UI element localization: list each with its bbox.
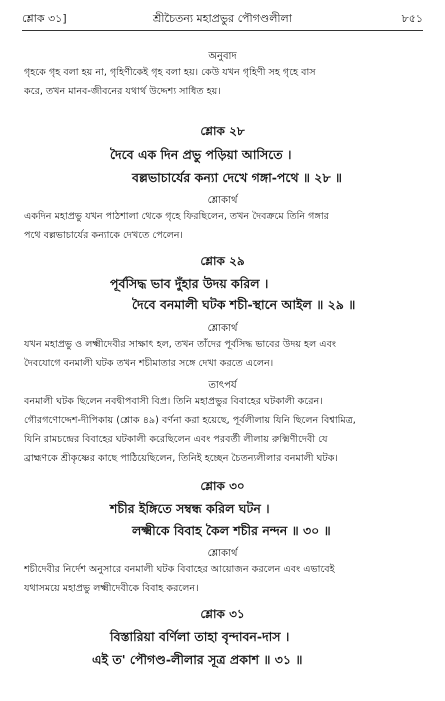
shlokartha-29-paragraph: [24, 335, 425, 373]
page-number: ৮৫১: [401, 12, 423, 25]
paragraph-line: যিনি রামচন্দ্রের বিবাহের ঘটকালী করেছিলেন এবং পরবর্তী লীলায় রুক্মিণীদেবী যে: [24, 434, 328, 445]
header-chapter-title: শ্রীচৈতন্য মহাপ্রভুর পৌগণ্ডলীলা: [153, 12, 292, 25]
translation-paragraph: [24, 63, 425, 101]
verse-31-line-1: বিস্তারিয়া বর্ণিলা তাহা বৃন্দাবন-দাস ।: [110, 629, 290, 644]
section-label-shlokartha: শ্লোকার্থ: [207, 323, 238, 334]
shlokartha-30-paragraph: [24, 560, 425, 598]
paragraph-line: করে, তখন মানব-জীবনের যথার্থ উদ্দেশ্য সাধিত হয়।: [24, 86, 221, 97]
paragraph-line: একদিন মহাপ্রভু যখন পাঠশালা থেকে গৃহে ফিরছিলেন, তখন দৈবক্রমে তিনি গঙ্গার: [24, 211, 329, 222]
header-rule: [22, 30, 423, 31]
verse-heading-28: শ্লোক ২৮: [200, 124, 245, 138]
paragraph-line: যখন মহাপ্রভু ও লক্ষ্মীদেবীর সাক্ষাৎ হল, তখন তাঁদের পূর্বসিদ্ধ ভাবের উদয় হল এবং: [24, 339, 337, 350]
verse-heading-29: শ্লোক ২৯: [200, 254, 245, 268]
verse-heading-31: শ্লোক ৩১: [200, 607, 245, 621]
shlokartha-28-paragraph: [24, 207, 425, 245]
verse-29-line-1: পূর্বসিদ্ধ ভাব দুঁহার উদয় করিল ।: [110, 276, 269, 291]
paragraph-line: গৃহকে গৃহ বলা হয় না, গৃহিণীকেই গৃহ বলা হয়। কেউ যখন গৃহিণী সহ গৃহে বাস: [24, 67, 316, 78]
paragraph-line: বনমালী ঘটক ছিলেন নবদ্বীপবাসী বিপ্র। তিনি মহাপ্রভুর বিবাহের ঘটকালী করেন।: [24, 396, 323, 407]
running-header: [22, 10, 423, 28]
paragraph-line: দৈবযোগে বনমালী ঘটক তখন শচীমাতার সঙ্গে দেখা করতে এলেন।: [24, 358, 274, 369]
purport-paragraph: [24, 392, 425, 468]
section-label-translation: অনুবাদ: [208, 51, 237, 62]
verse-30-line-1: শচীর ইঙ্গিতে সম্বন্ধ করিল ঘটন ।: [110, 501, 270, 516]
header-verse-ref: শ্লোক ৩১]: [22, 12, 67, 25]
paragraph-line: যথাসময়ে মহাপ্রভু লক্ষ্মীদেবীকে বিবাহ করলেন।: [24, 583, 199, 594]
paragraph-line: শচীদেবীর নির্দেশ অনুসারে বনমালী ঘটক বিবাহের আয়োজন করলেন এবং এভাবেই: [24, 564, 335, 575]
verse-28-line-1: দৈবে এক দিন প্রভু পড়িয়া আসিতে ।: [110, 147, 292, 162]
verse-31-line-2: এই ত' পৌগণ্ড-লীলার সূত্র প্রকাশ ॥ ৩১ ॥: [92, 652, 303, 667]
verse-29-line-2: দৈবে বনমালী ঘটক শচী-স্থানে আইল ॥ ২৯ ॥: [132, 297, 356, 312]
section-label-shlokartha: শ্লোকার্থ: [207, 548, 238, 559]
paragraph-line: পথে বল্লভাচার্যের কন্যাকে দেখতে পেলেন।: [24, 230, 183, 241]
verse-heading-30: শ্লোক ৩০: [200, 479, 245, 493]
verse-28-line-2: বল্লভাচার্যের কন্যা দেখে গঙ্গা-পথে ॥ ২৮ ॥: [132, 170, 342, 185]
section-label-purport: তাৎপর্য: [208, 380, 237, 391]
paragraph-line: গৌরগণোদ্দেশ-দীপিকায় (শ্লোক ৪৯) বর্ণনা করা হয়েছে, পূর্বলীলায় যিনি ছিলেন বিশ্বামিত্র,: [24, 415, 356, 426]
section-label-shlokartha: শ্লোকার্থ: [207, 195, 238, 206]
verse-30-line-2: লক্ষ্মীকে বিবাহ কৈল শচীর নন্দন ॥ ৩০ ॥: [132, 523, 331, 538]
paragraph-line: ব্রাহ্মণকে শ্রীকৃষ্ণের কাছে পাঠিয়েছিলেন, তিনিই হচ্ছেন চৈতন্যলীলার বনমালী ঘটক।: [24, 453, 338, 464]
